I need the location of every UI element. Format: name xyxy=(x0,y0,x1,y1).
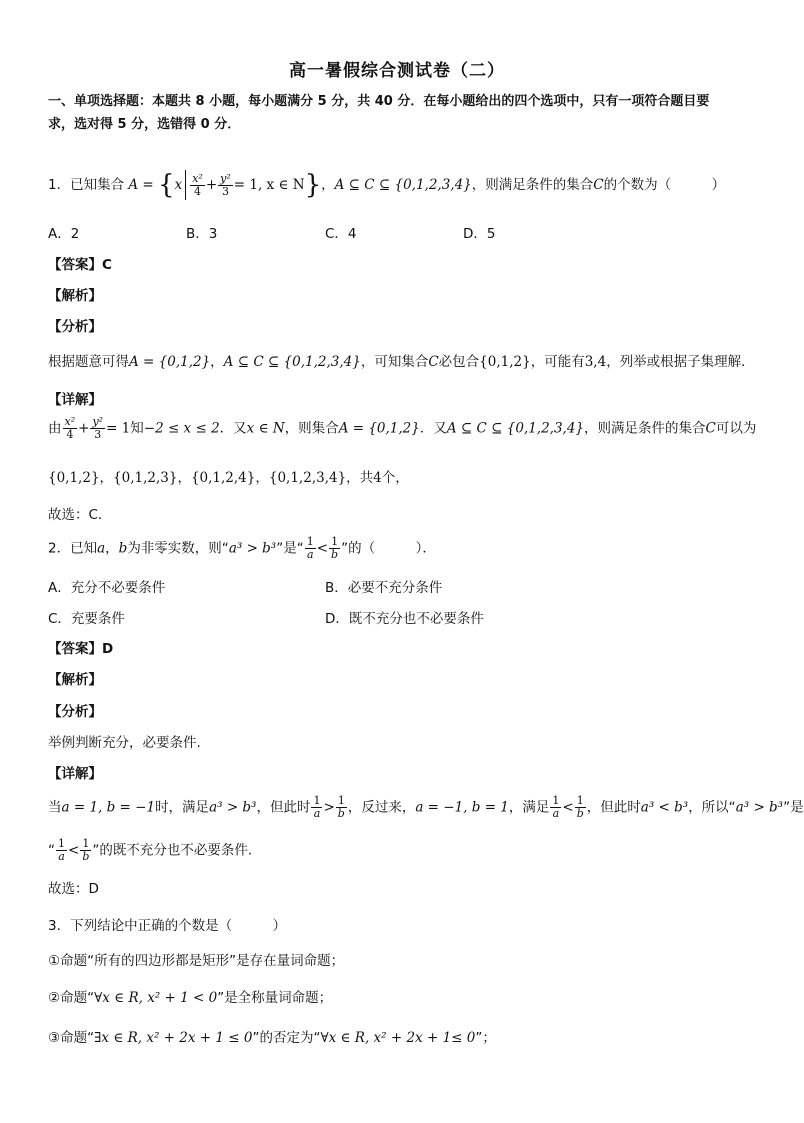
q2-option-b: B．必要不充分条件 xyxy=(325,580,443,596)
q1-answer: 【答案】C xyxy=(48,257,112,273)
q1-option-d: D．5 xyxy=(463,226,496,242)
q1-xiangjie-heading: 【详解】 xyxy=(48,392,102,408)
q1-jiexi-heading: 【解析】 xyxy=(48,288,102,304)
q2-option-c: C．充要条件 xyxy=(48,611,125,627)
question-1-stem: 1．已知集合 A = {x $\frac{\text{x²}}{4}$ + $\frac{\text{y²}}{3}$ = 1, x ∈ N}，A ⊆ C ⊆ {0,1,2,3,4}，则满足条件的集合C的个数为（ ） xyxy=(48,170,726,200)
q1-option-a: A．2 xyxy=(48,226,80,242)
section-instructions xyxy=(48,90,748,136)
q3-item-1: ①命题“所有的四边形都是矩形”是存在量词命题； xyxy=(48,953,345,969)
q2-jiexi-heading: 【解析】 xyxy=(48,672,102,688)
q1-choose: 故选：C． xyxy=(48,507,112,523)
q2-detail-line-2: “ $\frac{1}{a}$ < $\frac{1}{b}$ ”的既不充分也不必要条件. xyxy=(48,837,253,863)
q3-item-3: ③命题“∃x ∈ R, x² + 2x + 1 ≤ 0”的否定为“∀x ∈ R, x² + 2x + 1≤ 0”； xyxy=(48,1030,496,1046)
q3-item-2: ②命题“∀x ∈ R, x² + 1 < 0”是全称量词命题； xyxy=(48,990,333,1006)
q1-fenxi-heading: 【分析】 xyxy=(48,319,102,335)
q1-option-c: C．4 xyxy=(325,226,357,242)
section-line-1: 一、单项选择题：本题共 8 小题，每小题满分 5 分，共 40 分．在每小题给出的四个选项中，只有一项符合题目要 xyxy=(48,94,710,109)
question-3-stem: 3．下列结论中正确的个数是（ ） xyxy=(48,918,287,934)
q2-option-a: A．充分不必要条件 xyxy=(48,580,166,596)
q1-detail-line-1: 由 $\frac{\text{x²}}{4}$ + $\frac{\text{y²}}{3}$ = 1知−2 ≤ x ≤ 2．又x ∈ N，则集合A = {0,1,2}．又A ⊆ C ⊆ {0,1,2,3,4}，则满足条件的集合C可以为 xyxy=(48,415,757,441)
q1-option-b: B．3 xyxy=(186,226,218,242)
q2-answer: 【答案】D xyxy=(48,641,114,657)
q2-xiangjie-heading: 【详解】 xyxy=(48,766,102,782)
page-title: 高一暑假综合测试卷（二） xyxy=(289,61,505,81)
question-2-stem: 2．已知a，b为非零实数，则“a³ > b³”是“ $\frac{1}{a}$ < $\frac{1}{b}$ ”的（ ）． xyxy=(48,535,436,561)
q1-detail-line-2: {0,1,2}，{0,1,2,3}，{0,1,2,4}，{0,1,2,3,4}，共4个， xyxy=(48,470,409,486)
q2-detail-line-1: 当a = 1, b = −1时，满足a³ > b³，但此时 $\frac{1}{a}$ > $\frac{1}{b}$ ，反过来，a = −1, b = 1，满足 $\frac{1}{a}$ < $\frac{1}{b}$ ，但此时a³ < b³，所以“a³ > b³”是 xyxy=(48,794,804,820)
q1-analysis: 根据题意可得A = {0,1,2}，A ⊆ C ⊆ {0,1,2,3,4}，可知集合C必包合{0,1,2}，可能有3,4，列举或根据子集理解． xyxy=(48,354,755,370)
q2-analysis: 举例判断充分，必要条件. xyxy=(48,735,201,751)
section-line-2: 求，选对得 5 分，选错得 0 分． xyxy=(48,117,241,132)
q2-choose: 故选：D xyxy=(48,881,99,897)
q2-fenxi-heading: 【分析】 xyxy=(48,704,102,720)
q2-option-d: D．既不充分也不必要条件 xyxy=(325,611,484,627)
